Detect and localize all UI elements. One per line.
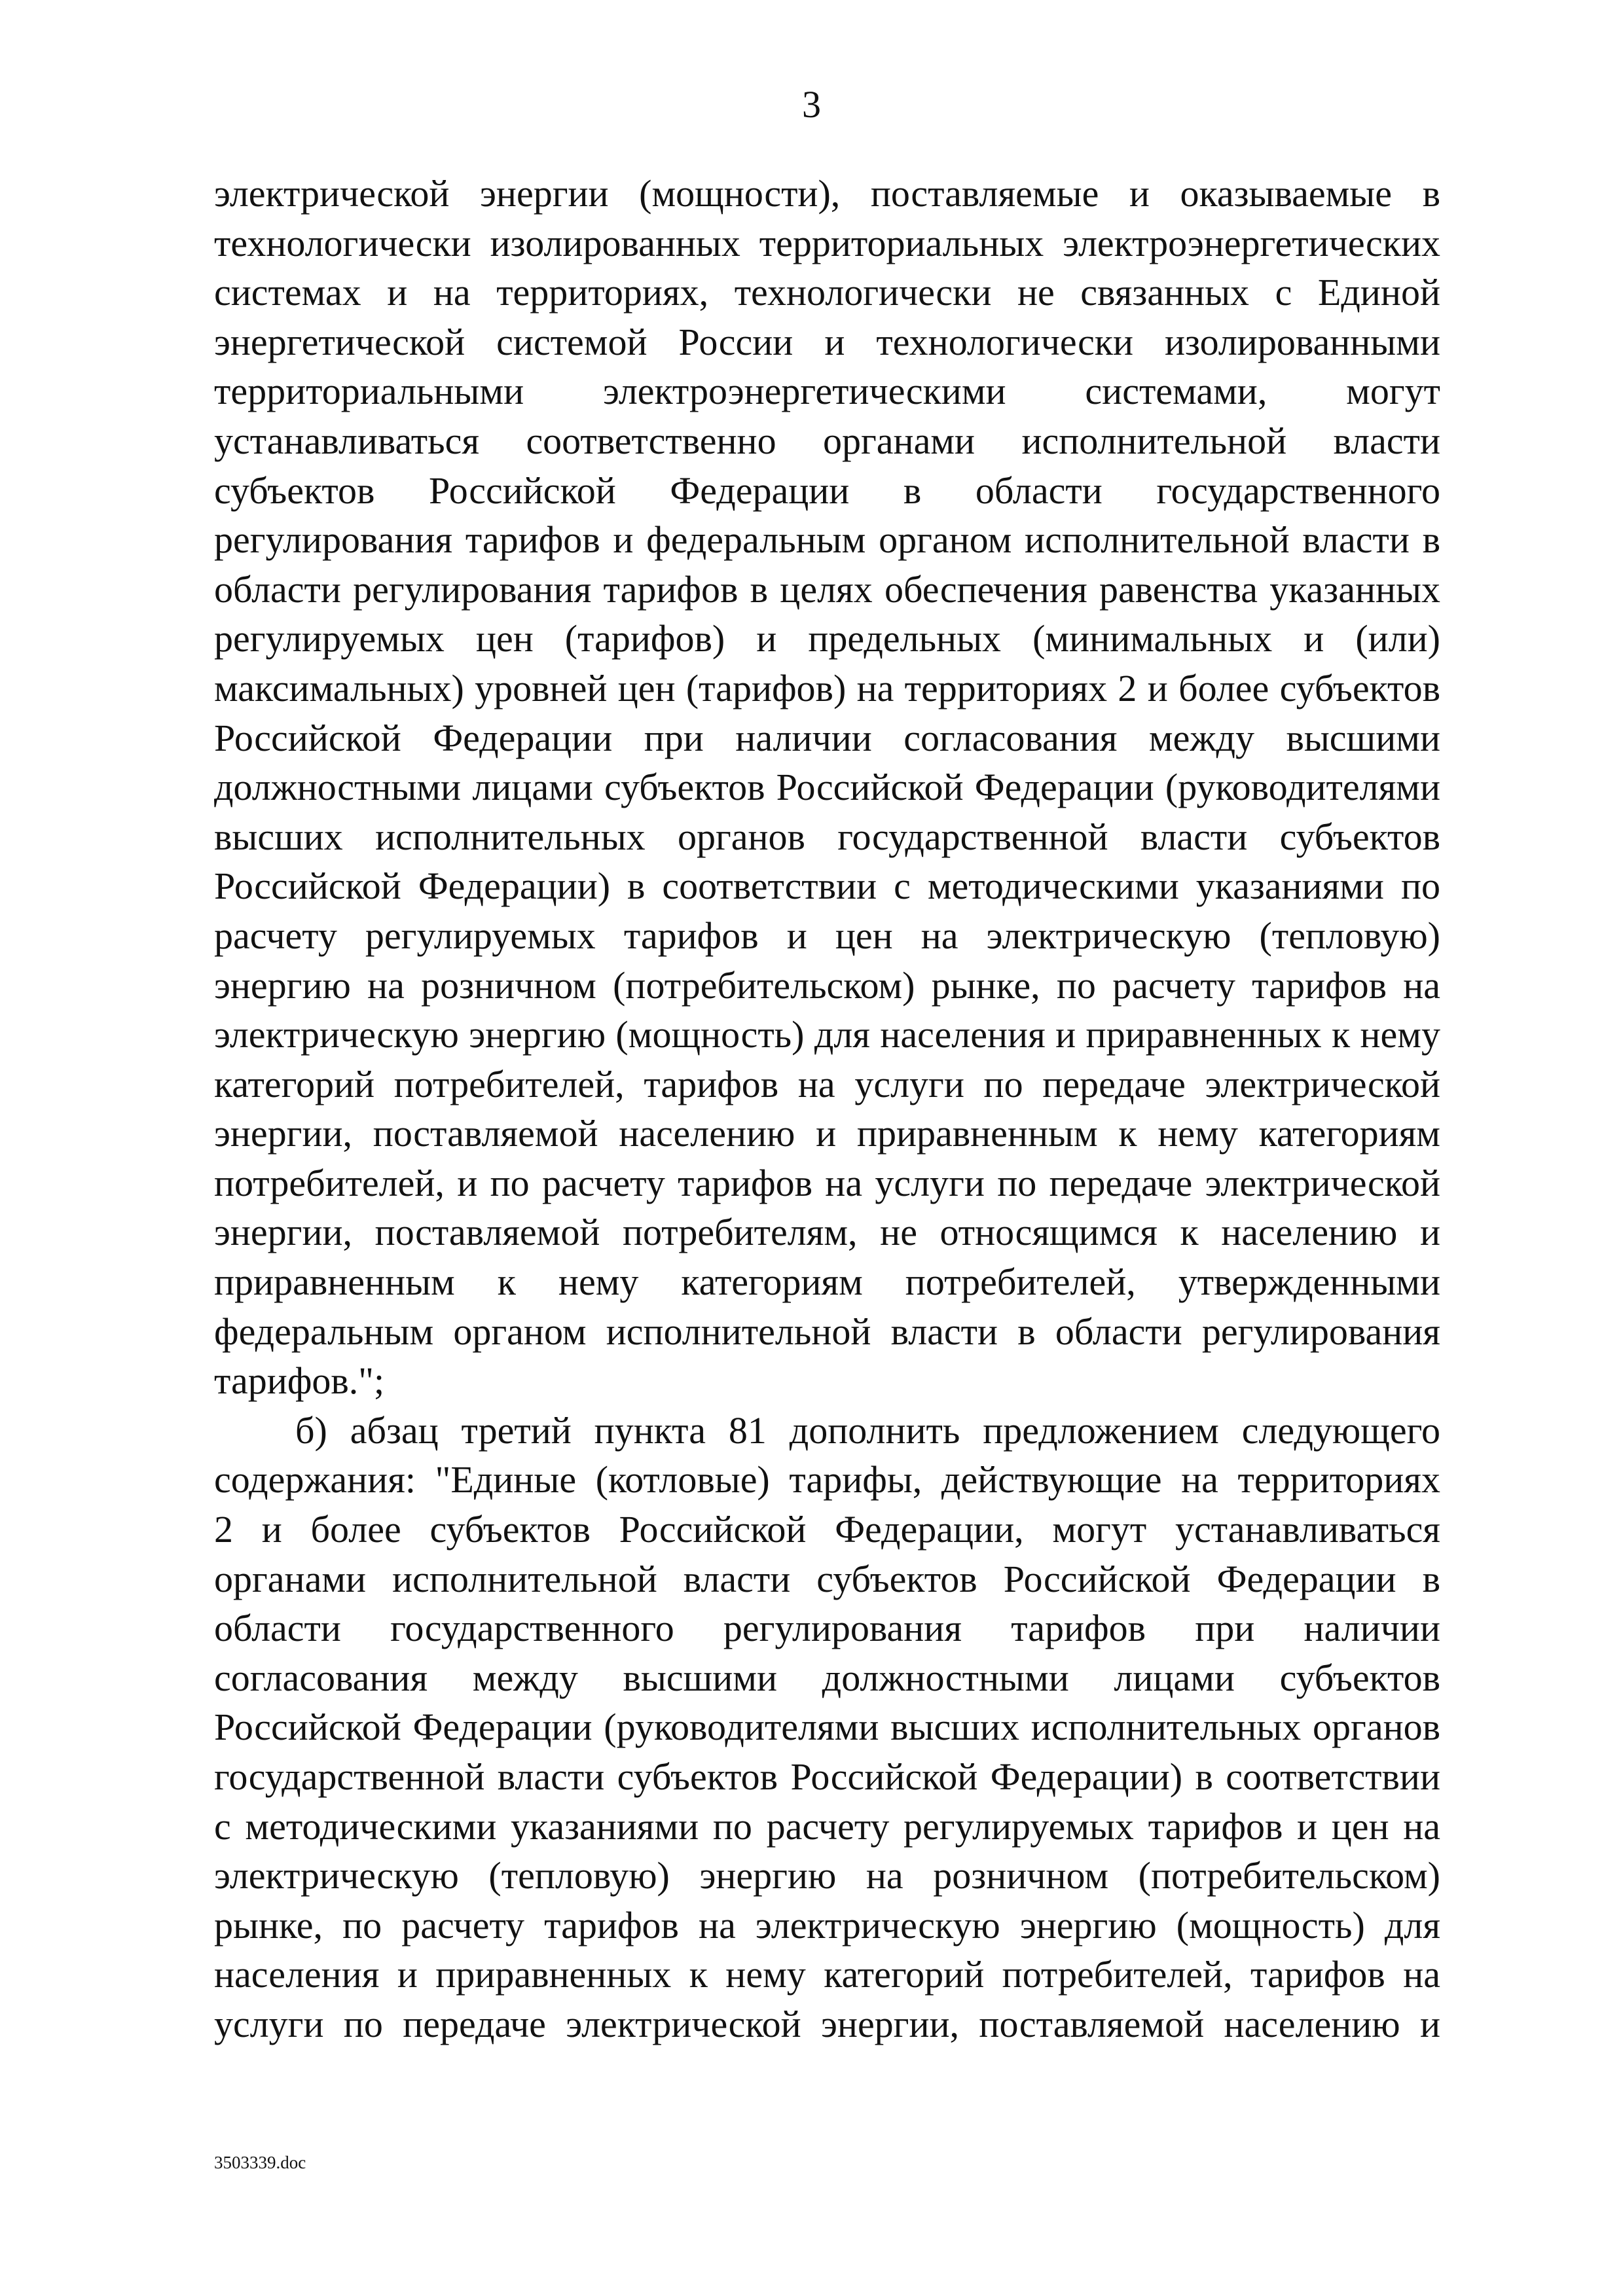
text-line-paragraph-end: тарифов."; [214, 1359, 385, 1403]
text-line: содержания: "Единые (котловые) тарифы, действующие на территориях [214, 1458, 1440, 1501]
text-line: населения и приравненных к нему категорий потребителей, тарифов на [214, 1953, 1440, 1996]
text-line: Российской Федерации при наличии согласования между высшими [214, 716, 1440, 759]
text-line: электрической энергии (мощности), поставляемые и оказываемые в [214, 172, 1440, 215]
text-line: субъектов Российской Федерации в области государственного [214, 469, 1440, 512]
page-number: 3 [802, 83, 821, 126]
text-line: 2 и более субъектов Российской Федерации, могут устанавливаться [214, 1508, 1440, 1551]
text-line: федеральным органом исполнительной власти в области регулирования [214, 1310, 1440, 1353]
text-line: рынке, по расчету тарифов на электрическую энергию (мощность) для [214, 1903, 1440, 1946]
document-code: 3503339.doc [214, 2153, 306, 2172]
text-line: высших исполнительных органов государственной власти субъектов [214, 815, 1440, 858]
text-line: категорий потребителей, тарифов на услуги по передаче электрической [214, 1062, 1440, 1105]
text-line: потребителей, и по расчету тарифов на услуги по передаче электрической [214, 1161, 1440, 1204]
text-line: территориальными электроэнергетическими системами, могут [214, 370, 1440, 413]
text-line: расчету регулируемых тарифов и цен на электрическую (тепловую) [214, 914, 1440, 957]
text-line: электрическую энергию (мощность) для населения и приравненных к нему [214, 1013, 1440, 1056]
text-line: устанавливаться соответственно органами исполнительной власти [214, 419, 1440, 462]
text-line: области государственного регулирования тарифов при наличии [214, 1607, 1440, 1650]
text-line: регулируемых цен (тарифов) и предельных (минимальных и (или) [214, 617, 1440, 660]
text-line: электрическую (тепловую) энергию на розничном (потребительском) [214, 1854, 1440, 1897]
text-line: Российской Федерации (руководителями высших исполнительных органов [214, 1706, 1440, 1749]
text-line: системах и на территориях, технологически не связанных с Единой [214, 271, 1440, 314]
text-line: максимальных) уровней цен (тарифов) на территориях 2 и более субъектов [214, 666, 1440, 709]
text-line: регулирования тарифов и федеральным органом исполнительной власти в [214, 518, 1440, 562]
text-line: технологически изолированных территориальных электроэнергетических [214, 221, 1440, 264]
text-line: органами исполнительной власти субъектов Российской Федерации в [214, 1557, 1440, 1600]
text-line: с методическими указаниями по расчету регулируемых тарифов и цен на [214, 1804, 1440, 1848]
text-line: области регулирования тарифов в целях обеспечения равенства указанных [214, 567, 1440, 611]
text-line: энергии, поставляемой населению и приравненным к нему категориям [214, 1112, 1440, 1155]
text-line: приравненным к нему категориям потребителей, утвержденными [214, 1261, 1440, 1304]
text-line: должностными лицами субъектов Российской Федерации (руководителями [214, 766, 1440, 809]
text-line: услуги по передаче электрической энергии, поставляемой населению и [214, 2002, 1440, 2045]
text-line: согласования между высшими должностными лицами субъектов [214, 1656, 1440, 1699]
text-line: Российской Федерации) в соответствии с методическими указаниями по [214, 865, 1440, 908]
body-text [214, 169, 1440, 2049]
text-line-paragraph-start: б) абзац третий пункта 81 дополнить предложением следующего [295, 1408, 1440, 1452]
text-line: энергии, поставляемой потребителям, не относящимся к населению и [214, 1211, 1440, 1254]
text-line: энергетической системой России и технологически изолированными [214, 320, 1440, 363]
text-line: государственной власти субъектов Российской Федерации) в соответствии [214, 1755, 1440, 1798]
text-line: энергию на розничном (потребительском) рынке, по расчету тарифов на [214, 963, 1440, 1007]
